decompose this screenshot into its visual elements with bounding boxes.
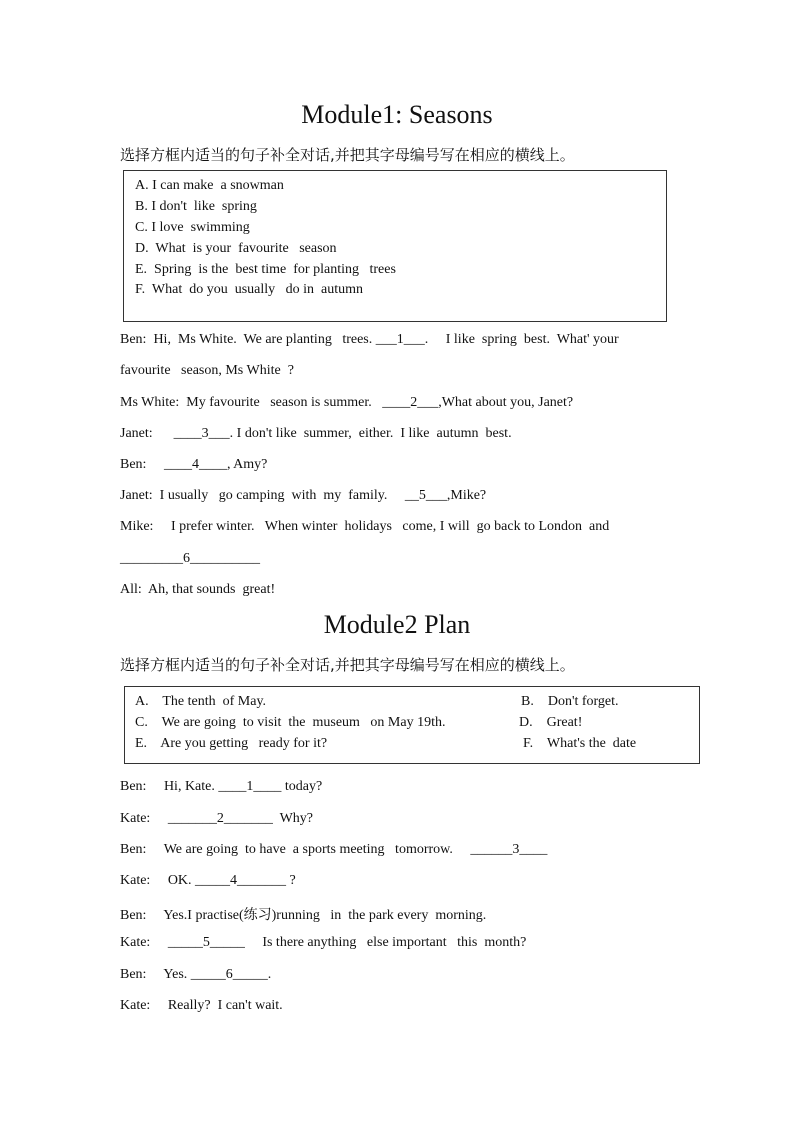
module2-option-b: B. Don't forget. [521, 694, 619, 709]
module1-dialogue-line: favourite season, Ms White ? [120, 363, 294, 378]
module1-dialogue-line: Mike: I prefer winter. When winter holidays come, I will go back to London and [120, 519, 610, 534]
module2-dialogue-line: Ben: We are going to have a sports meeting tomorrow. ______3____ [120, 842, 548, 857]
module1-title: Module1: Seasons [301, 100, 493, 129]
module2-dialogue-line: Kate: _______2_______ Why? [120, 811, 313, 826]
module1-option-b: B. I don't like spring [135, 199, 257, 214]
module1-instruction: 选择方框内适当的句子补全对话,并把其字母编号写在相应的横线上。 [120, 146, 575, 164]
module2-dialogue-line: Ben: Hi, Kate. ____1____ today? [120, 779, 323, 794]
module2-option-e: E. Are you getting ready for it? [135, 736, 328, 751]
module2-option-c: C. We are going to visit the museum on May 19th. [135, 715, 446, 730]
module1-option-c: C. I love swimming [135, 220, 250, 235]
module1-dialogue-line: All: Ah, that sounds great! [120, 582, 276, 597]
module1-dialogue-line: Ben: Hi, Ms White. We are planting trees. ___1___. I like spring best. What' your [120, 332, 619, 347]
module2-dialogue-line: Ben: Yes.I practise(练习)running in the park every morning. [120, 908, 487, 923]
module1-dialogue-line: Ms White: My favourite season is summer. ____2___,What about you, Janet? [120, 395, 574, 410]
module2-title: Module2 Plan [323, 610, 471, 639]
module1-option-box [123, 170, 667, 322]
module1-dialogue-line: Janet: ____3___. I don't like summer, either. I like autumn best. [120, 426, 512, 441]
module2-dialogue-line: Ben: Yes. _____6_____. [120, 967, 272, 982]
module1-option-f: F. What do you usually do in autumn [135, 282, 364, 297]
module2-option-a: A. The tenth of May. [135, 694, 267, 709]
module1-option-a: A. I can make a snowman [135, 178, 284, 193]
module1-dialogue-line: _________6__________ [120, 551, 260, 566]
module1-dialogue-line: Janet: I usually go camping with my family. __5___,Mike? [120, 488, 487, 503]
module2-option-box [124, 686, 700, 764]
module1-option-e: E. Spring is the best time for planting trees [135, 262, 396, 277]
module2-dialogue-line: Kate: Really? I can't wait. [120, 998, 283, 1013]
module2-option-d: D. Great! [519, 715, 583, 730]
module2-instruction: 选择方框内适当的句子补全对话,并把其字母编号写在相应的横线上。 [120, 656, 575, 674]
module2-dialogue-line: Kate: OK. _____4_______ ? [120, 873, 296, 888]
module2-option-f: F. What's the date [523, 736, 637, 751]
module2-dialogue-line: Kate: _____5_____ Is there anything else important this month? [120, 935, 527, 950]
module1-option-d: D. What is your favourite season [135, 241, 337, 256]
module1-dialogue-line: Ben: ____4____, Amy? [120, 457, 268, 472]
